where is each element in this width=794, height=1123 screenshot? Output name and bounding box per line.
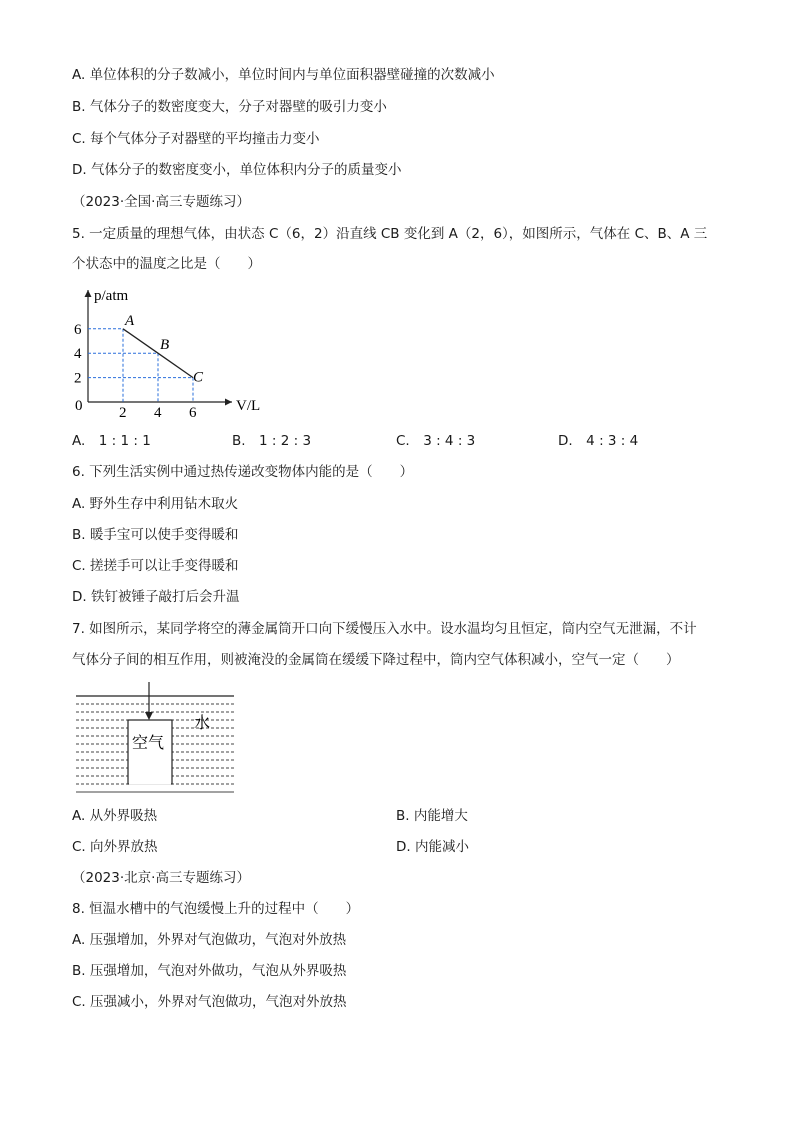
x-tick-label: 6 (189, 405, 197, 419)
q8-option-a: A. 压强增加，外界对气泡做功，气泡对外放热 (72, 932, 347, 948)
q5-stem-line1: 5. 一定质量的理想气体，由状态 C（6，2）沿直线 CB 变化到 A（2，6），如图所示，气体在 C、B、A 三 (72, 226, 708, 242)
q7-stem-line2: 气体分子间的相互作用，则被淹没的金属筒在缓缓下降过程中，筒内空气体积减小，空气一定（ ） (72, 652, 680, 668)
source-tag-2: （2023·北京·高三专题练习） (72, 870, 250, 886)
water-label: 水 (194, 715, 211, 732)
q7-option-a: A. 从外界吸热 (72, 808, 158, 824)
q6-option-a: A. 野外生存中利用钻木取火 (72, 496, 239, 512)
source-tag-1: （2023·全国·高三专题练习） (72, 194, 250, 210)
air-label: 空气 (132, 735, 165, 752)
x-tick-label: 2 (119, 405, 127, 419)
prev-option-b: B. 气体分子的数密度变大，分子对器壁的吸引力变小 (72, 99, 387, 115)
y-tick-label: 4 (74, 346, 82, 363)
q5-option-a: A. 1 : 1 : 1 (72, 433, 151, 449)
x-axis-label: V/L (236, 398, 261, 414)
point-label-A: A (125, 312, 135, 329)
origin-label: 0 (75, 398, 83, 414)
push-arrow-head (145, 712, 153, 720)
prev-option-c: C. 每个气体分子对器壁的平均撞击力变小 (72, 131, 320, 147)
q6-option-c: C. 搓搓手可以让手变得暖和 (72, 558, 239, 574)
q8-option-c: C. 压强减小，外界对气泡做功，气泡对外放热 (72, 994, 347, 1010)
prev-option-a: A. 单位体积的分子数减小，单位时间内与单位面积器壁碰撞的次数减小 (72, 67, 495, 83)
q5-pv-graph (72, 284, 272, 419)
q5-option-d: D. 4 : 3 : 4 (558, 433, 639, 449)
q7-option-c: C. 向外界放热 (72, 839, 158, 855)
q7-stem-line1: 7. 如图所示，某同学将空的薄金属筒开口向下缓慢压入水中。设水温均匀且恒定，筒内空气无泄漏，不计 (72, 621, 697, 637)
q5-stem-line2: 个状态中的温度之比是（ ） (72, 256, 261, 272)
q6-stem: 6. 下列生活实例中通过热传递改变物体内能的是（ ） (72, 464, 414, 480)
q7-option-d: D. 内能减小 (396, 839, 469, 855)
q5-option-b: B. 1 : 2 : 3 (232, 433, 312, 449)
metal-cylinder (128, 720, 172, 784)
q8-option-b: B. 压强增加，气泡对外做功，气泡从外界吸热 (72, 963, 347, 979)
prev-option-d: D. 气体分子的数密度变小，单位体积内分子的质量变小 (72, 162, 402, 178)
q6-option-b: B. 暖手宝可以使手变得暖和 (72, 527, 239, 543)
q7-option-b: B. 内能增大 (396, 808, 468, 824)
q5-option-c: C. 3 : 4 : 3 (396, 433, 476, 449)
point-label-B: B (160, 337, 170, 354)
q6-option-d: D. 铁钉被锤子敲打后会升温 (72, 589, 240, 605)
y-tick-label: 6 (74, 321, 82, 338)
x-tick-label: 4 (154, 405, 162, 419)
q8-stem: 8. 恒温水槽中的气泡缓慢上升的过程中（ ） (72, 901, 360, 917)
point-label-C: C (193, 369, 204, 386)
y-tick-label: 2 (74, 370, 82, 387)
q7-cylinder-figure (72, 680, 238, 798)
y-axis-label: p/atm (94, 288, 129, 304)
